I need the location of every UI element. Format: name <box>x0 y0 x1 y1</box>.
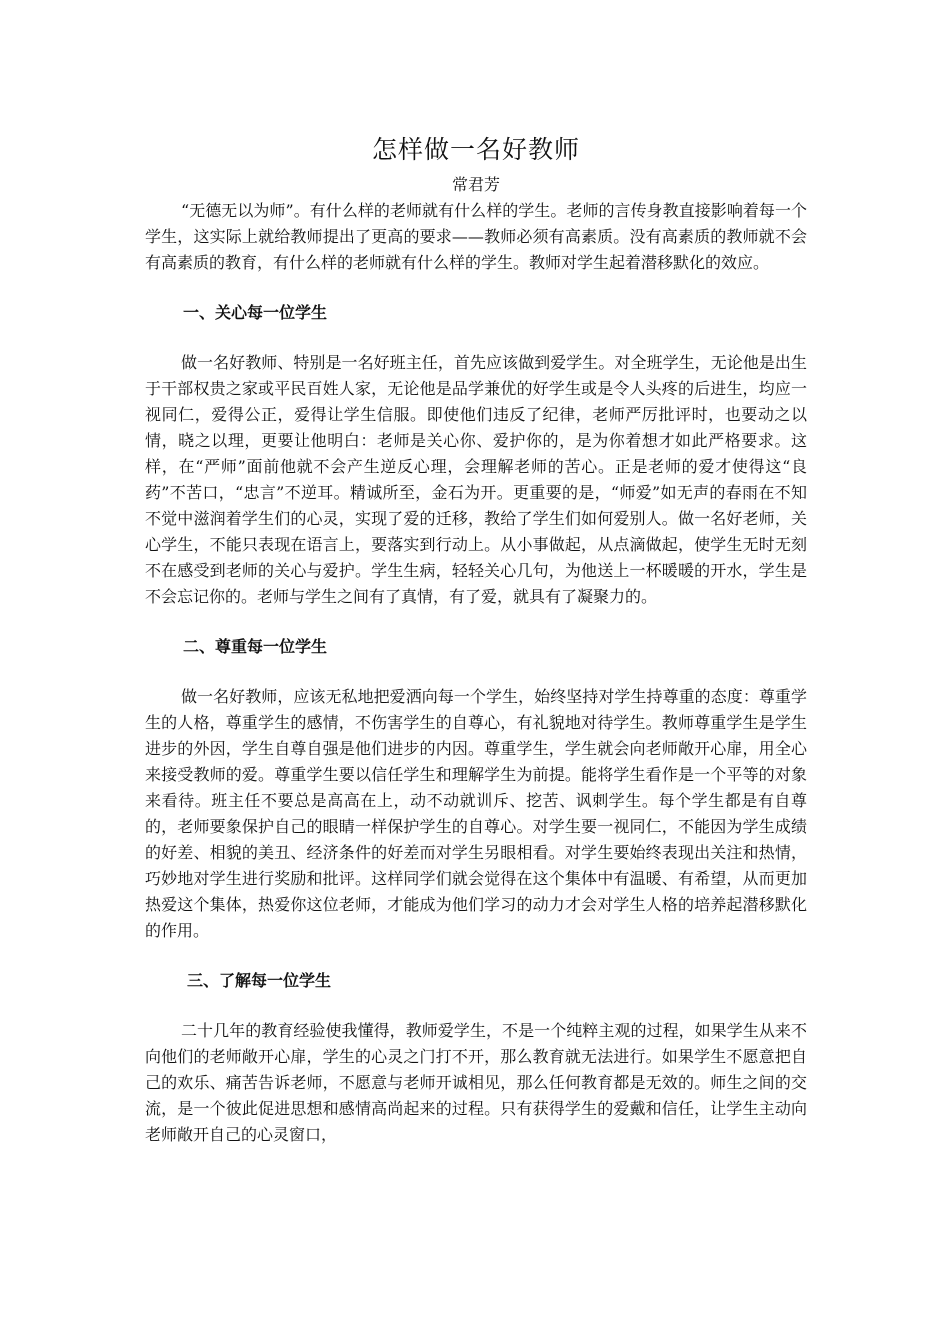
section-heading-care: 一、关心每一位学生 <box>183 303 328 322</box>
section-body-understand: 二十几年的教育经验使我懂得，教师爱学生，不是一个纯粹主观的过程，如果学生从来不向他们的老师敞开心扉，学生的心灵之门打不开，那么教育就无法进行。如果学生不愿意把自己的欢乐、痛苦告诉老师，不愿意与老师开诚相见，那么任何教育都是无效的。师生之间的交流，是一个彼此促进思想和感情高尚起来的过程。只有获得学生的爱戴和信任，让学生主动向老师敞开自己的心灵窗口， <box>145 1021 807 1144</box>
document-content <box>145 128 807 1148</box>
section-heading-understand: 三、了解每一位学生 <box>187 971 332 990</box>
section-heading-respect: 二、尊重每一位学生 <box>183 637 328 656</box>
section-body-care: 做一名好教师、特别是一名好班主任，首先应该做到爱学生。对全班学生，无论他是出生于干部权贵之家或平民百姓人家，无论他是品学兼优的好学生或是令人头疼的后进生，均应一视同仁，爱得公正，爱得让学生信服。即使他们违反了纪律，老师严厉批评时，也要动之以情，晓之以理，更要让他明白：老师是关心你、爱护你的，是为你着想才如此严格要求。这样，在“严师”面前他就不会产生逆反心理，会理解老师的苦心。正是老师的爱才使得这“良药”不苦口，“忠言”不逆耳。精诚所至，金石为开。更重要的是，“师爱”如无声的春雨在不知不觉中滋润着学生们的心灵，实现了爱的迁移，教给了学生们如何爱别人。做一名好老师，关心学生，不能只表现在语言上，要落实到行动上。从小事做起，从点滴做起，使学生无时无刻不在感受到老师的关心与爱护。学生生病，轻轻关心几句，为他送上一杯暖暖的开水，学生是不会忘记你的。老师与学生之间有了真情，有了爱，就具有了凝聚力的。 <box>145 353 807 606</box>
document-author: 常君芳 <box>451 175 500 194</box>
document-title: 怎样做一名好教师 <box>371 135 580 164</box>
intro-paragraph: “无德无以为师”。有什么样的老师就有什么样的学生。老师的言传身教直接影响着每一个学生，这实际上就给教师提出了更高的要求——教师必须有高素质。没有高素质的教师就不会有高素质的教育，有什么样的老师就有什么样的学生。教师对学生起着潜移默化的效应。 <box>145 201 807 272</box>
section-body-respect: 做一名好教师，应该无私地把爱洒向每一个学生，始终坚持对学生持尊重的态度：尊重学生的人格，尊重学生的感情，不伤害学生的自尊心，有礼貌地对待学生。教师尊重学生是学生进步的外因，学生自尊自强是他们进步的内因。尊重学生，学生就会向老师敞开心扉，用全心来接受教师的爱。尊重学生要以信任学生和理解学生为前提。能将学生看作是一个平等的对象来看待。班主任不要总是高高在上，动不动就训斥、挖苦、讽刺学生。每个学生都是有自尊的，老师要象保护自己的眼睛一样保护学生的自尊心。对学生要一视同仁，不能因为学生成绩的好差、相貌的美丑、经济条件的好差而对学生另眼相看。对学生要始终表现出关注和热情，巧妙地对学生进行奖励和批评。这样同学们就会觉得在这个集体中有温暖、有希望，从而更加热爱这个集体，热爱你这位老师，才能成为他们学习的动力才会对学生人格的培养起潜移默化的作用。 <box>145 687 807 940</box>
